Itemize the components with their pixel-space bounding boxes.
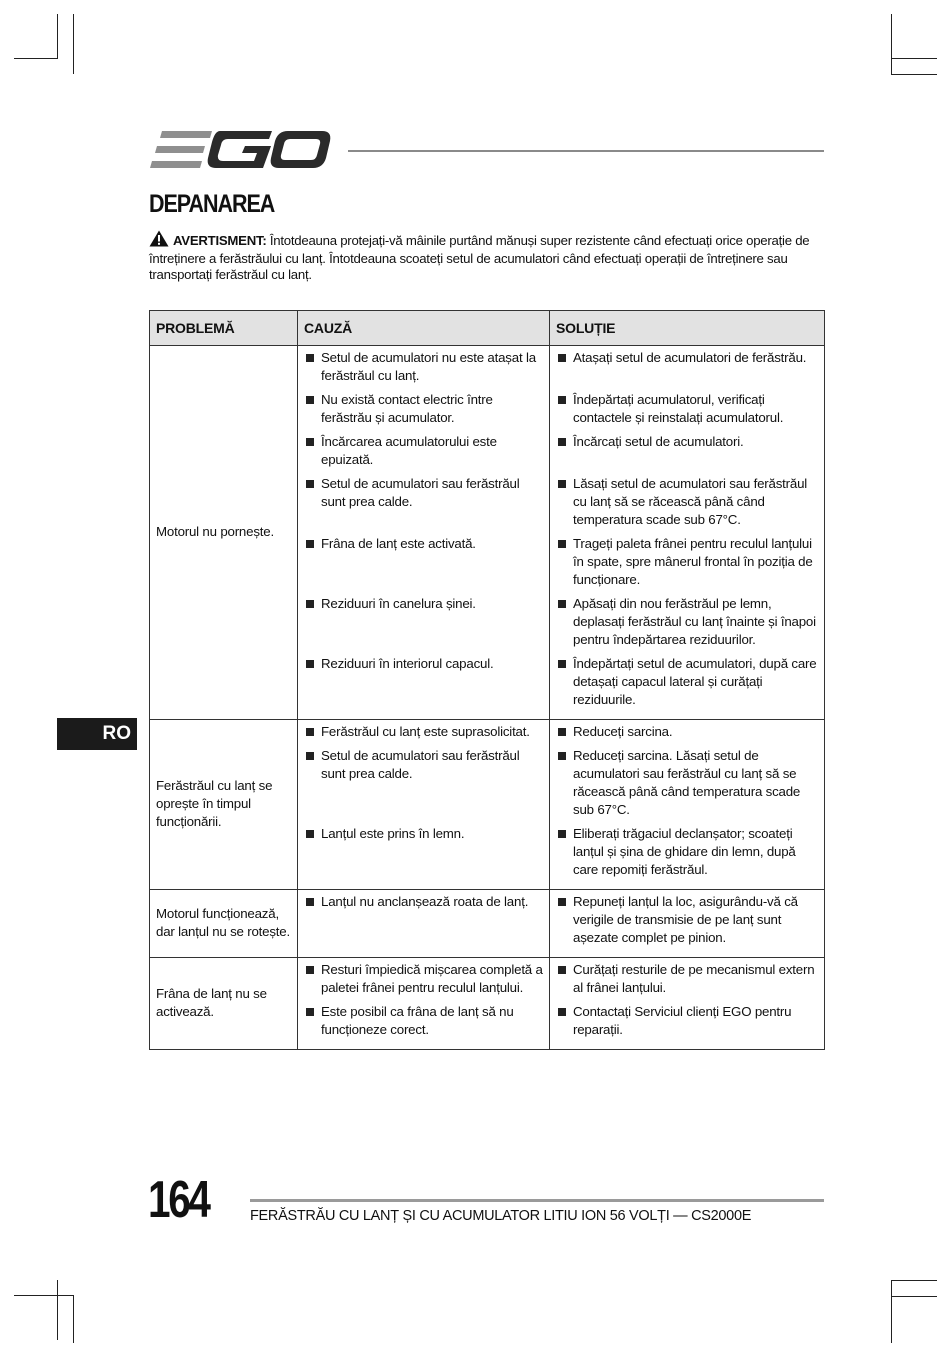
solution-text: Atașați setul de acumulatori de ferăstrău.: [573, 350, 807, 365]
table-row: [150, 346, 825, 720]
cause-text: Reziduuri în canelura șinei.: [321, 596, 476, 611]
square-bullet-icon: [558, 438, 566, 446]
square-bullet-icon: [306, 660, 314, 668]
solution-text: Îndepărtați acumulatorul, verificați contactele și reinstalați acumulatorul.: [573, 392, 784, 425]
solution-text: Trageți paleta frânei pentru reculul lanțului în spate, spre mânerul frontal în poziția de funcționare.: [573, 536, 813, 587]
square-bullet-icon: [558, 600, 566, 608]
square-bullet-icon: [558, 396, 566, 404]
square-bullet-icon: [558, 660, 566, 668]
cause-item: [304, 893, 543, 953]
square-bullet-icon: [306, 480, 314, 488]
cause-text: Încărcarea acumulatorului este epuizată.: [321, 434, 497, 467]
square-bullet-icon: [306, 438, 314, 446]
solution-text: Curățați resturile de pe mecanismul extern al frânei lanțului.: [573, 962, 815, 995]
warning-label: AVERTISMENT:: [173, 233, 267, 248]
square-bullet-icon: [558, 752, 566, 760]
table-row: [150, 720, 825, 890]
cause-item: [304, 1003, 543, 1045]
cause-cell: [298, 720, 550, 890]
cause-text: Ferăstrăul cu lanț este suprasolicitat.: [321, 724, 530, 739]
crop-mark: [891, 1296, 937, 1297]
cause-item: [304, 475, 543, 535]
cause-item: [304, 535, 543, 595]
warning-triangle-icon: [149, 230, 169, 251]
cause-item: [304, 747, 543, 825]
square-bullet-icon: [306, 354, 314, 362]
cause-text: Resturi împiedică mișcarea completă a paletei frânei pentru reculul lanțului.: [321, 962, 543, 995]
cause-item: [304, 961, 543, 1003]
cause-text: Este posibil ca frâna de lanț să nu funcționeze corect.: [321, 1004, 514, 1037]
solution-item: [556, 723, 818, 747]
solution-text: Reduceți sarcina. Lăsați setul de acumulatori sau ferăstrăul cu lanț să se răcească până când temperatura scade sub 67°C.: [573, 748, 801, 817]
cause-item: [304, 349, 543, 391]
crop-mark: [14, 1295, 74, 1296]
solution-item: [556, 655, 818, 715]
problem-cell: Motorul nu pornește.: [150, 346, 298, 720]
solution-text: Încărcați setul de acumulatori.: [573, 434, 744, 449]
square-bullet-icon: [306, 540, 314, 548]
square-bullet-icon: [558, 898, 566, 906]
square-bullet-icon: [558, 830, 566, 838]
footer-rule: [250, 1199, 824, 1202]
header-rule: [348, 150, 824, 152]
square-bullet-icon: [558, 1008, 566, 1016]
language-tab: RO: [57, 718, 137, 750]
cause-cell: [298, 890, 550, 958]
square-bullet-icon: [306, 728, 314, 736]
solution-item: [556, 595, 818, 655]
solution-text: Îndepărtați setul de acumulatori, după care detașați capacul lateral și curățați reziduurile.: [573, 656, 817, 707]
brand-header: [150, 128, 824, 174]
crop-mark: [891, 1280, 892, 1343]
cause-text: Lanțul este prins în lemn.: [321, 826, 465, 841]
problem-cell: Motorul funcționează, dar lanțul nu se rotește.: [150, 890, 298, 958]
table-row: [150, 890, 825, 958]
warning-notice: [149, 230, 825, 284]
troubleshooting-table: [149, 310, 825, 1050]
crop-mark: [57, 1280, 58, 1340]
cause-item: [304, 595, 543, 655]
column-header-problem: PROBLEMĂ: [150, 311, 298, 346]
crop-mark: [891, 74, 937, 75]
table-header-row: [150, 311, 825, 346]
crop-mark: [891, 58, 937, 59]
cause-item: [304, 723, 543, 747]
footer-title: FERĂSTRĂU CU LANȚ ȘI CU ACUMULATOR LITIU ION 56 VOLȚI — CS2000E: [250, 1208, 752, 1224]
crop-mark: [73, 1295, 74, 1343]
cause-text: Nu există contact electric între ferăstrău și acumulator.: [321, 392, 493, 425]
solution-item: [556, 893, 818, 953]
square-bullet-icon: [306, 600, 314, 608]
cause-text: Frâna de lanț este activată.: [321, 536, 476, 551]
square-bullet-icon: [558, 354, 566, 362]
cause-text: Reziduuri în interiorul capacul.: [321, 656, 494, 671]
solution-item: [556, 433, 818, 475]
cause-text: Setul de acumulatori sau ferăstrăul sunt prea calde.: [321, 748, 520, 781]
column-header-cause: CAUZĂ: [298, 311, 550, 346]
solution-text: Contactați Serviciul clienți EGO pentru reparații.: [573, 1004, 792, 1037]
cause-item: [304, 655, 543, 715]
solution-item: [556, 475, 818, 535]
square-bullet-icon: [558, 728, 566, 736]
problem-cell: Frâna de lanț nu se activează.: [150, 958, 298, 1050]
solution-cell: [550, 958, 825, 1050]
solution-text: Reduceți sarcina.: [573, 724, 673, 739]
solution-item: [556, 1003, 818, 1045]
solution-item: [556, 391, 818, 433]
cause-item: [304, 391, 543, 433]
page-number: 164: [148, 1171, 209, 1229]
section-title: DEPANAREA: [149, 190, 275, 218]
square-bullet-icon: [306, 752, 314, 760]
solution-item: [556, 825, 818, 885]
crop-mark: [891, 14, 892, 74]
crop-mark: [14, 58, 58, 59]
column-header-solution: SOLUȚIE: [550, 311, 825, 346]
crop-mark: [73, 14, 74, 74]
solution-cell: [550, 346, 825, 720]
crop-mark: [57, 14, 58, 58]
solution-text: Apăsați din nou ferăstrăul pe lemn, deplasați ferăstrăul cu lanț înainte și înapoi pentru îndepărtarea reziduurilor.: [573, 596, 816, 647]
solution-item: [556, 961, 818, 1003]
square-bullet-icon: [558, 540, 566, 548]
solution-item: [556, 535, 818, 595]
solution-text: Eliberați trăgaciul declanșator; scoateți lanțul și șina de ghidare din lemn, după care repomiți ferăstrăul.: [573, 826, 796, 877]
cause-text: Lanțul nu anclanșează roata de lanț.: [321, 894, 529, 909]
cause-item: [304, 825, 543, 885]
square-bullet-icon: [306, 1008, 314, 1016]
table-row: [150, 958, 825, 1050]
solution-text: Lăsați setul de acumulatori sau ferăstrăul cu lanț să se răcească până când temperatura scade sub 67°C.: [573, 476, 808, 527]
square-bullet-icon: [306, 830, 314, 838]
solution-item: [556, 349, 818, 391]
solution-item: [556, 747, 818, 825]
cause-text: Setul de acumulatori sau ferăstrăul sunt prea calde.: [321, 476, 520, 509]
solution-cell: [550, 720, 825, 890]
problem-cell: Ferăstrăul cu lanț se oprește în timpul funcționării.: [150, 720, 298, 890]
cause-item: [304, 433, 543, 475]
square-bullet-icon: [306, 396, 314, 404]
ego-logo: [150, 128, 332, 172]
solution-text: Repuneți lanțul la loc, asigurându-vă că verigile de transmisie de pe lanț sunt așezate complet pe pinion.: [573, 894, 798, 945]
crop-mark: [891, 1280, 937, 1281]
square-bullet-icon: [306, 898, 314, 906]
cause-cell: [298, 958, 550, 1050]
solution-cell: [550, 890, 825, 958]
square-bullet-icon: [558, 966, 566, 974]
cause-cell: [298, 346, 550, 720]
warning-text: Întotdeauna protejați-vă mâinile purtând mănuși super rezistente când efectuați orice operație de întreținere a ferăstrăului cu lanț. Întotdeauna scoateți setul de acumulatori când efectuați operații de întreținere sau transportați ferăstrăul cu lanț.: [149, 233, 810, 283]
square-bullet-icon: [306, 966, 314, 974]
square-bullet-icon: [558, 480, 566, 488]
cause-text: Setul de acumulatori nu este atașat la ferăstrăul cu lanț.: [321, 350, 536, 383]
